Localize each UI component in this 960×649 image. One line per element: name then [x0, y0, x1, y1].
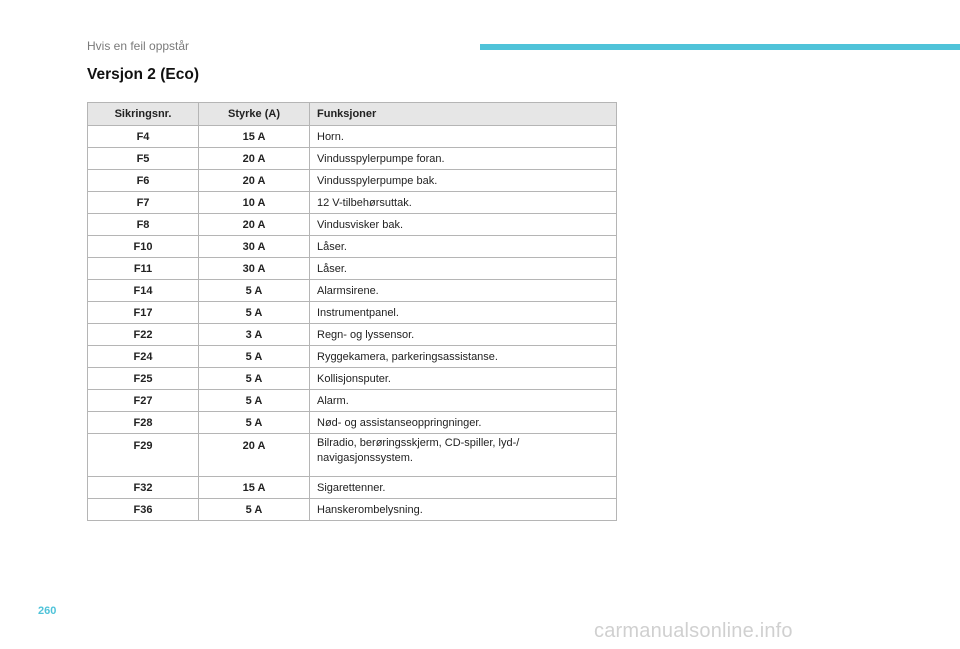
- fuse-function: Vindusvisker bak.: [310, 214, 617, 236]
- fuse-rating: 15 A: [199, 477, 310, 499]
- table-row: [88, 477, 617, 499]
- fuse-function: Hanskerombelysning.: [310, 499, 617, 521]
- fuse-rating: 5 A: [199, 368, 310, 390]
- fuse-number: F7: [88, 192, 199, 214]
- fuse-rating: 20 A: [199, 170, 310, 192]
- fuse-function: Vindusspylerpumpe foran.: [310, 148, 617, 170]
- fuse-function: Ryggekamera, parkeringsassistanse.: [310, 346, 617, 368]
- fuse-rating: 10 A: [199, 192, 310, 214]
- fuse-rating: 20 A: [199, 434, 310, 477]
- fuse-function: Vindusspylerpumpe bak.: [310, 170, 617, 192]
- fuse-number: F22: [88, 324, 199, 346]
- table-row: [88, 412, 617, 434]
- table-row: [88, 236, 617, 258]
- fuse-rating: 5 A: [199, 302, 310, 324]
- fuse-rating: 5 A: [199, 346, 310, 368]
- fuse-rating: 5 A: [199, 412, 310, 434]
- fuse-number: F24: [88, 346, 199, 368]
- fuse-function: Låser.: [310, 258, 617, 280]
- table-row: [88, 368, 617, 390]
- fuse-number: F27: [88, 390, 199, 412]
- table-row: [88, 214, 617, 236]
- watermark: carmanualsonline.info: [594, 620, 793, 642]
- fuse-rating: 15 A: [199, 126, 310, 148]
- fuse-number: F28: [88, 412, 199, 434]
- page-heading: Versjon 2 (Eco): [87, 66, 199, 83]
- table-row: [88, 192, 617, 214]
- fuse-function: [310, 434, 617, 477]
- fuse-rating: 30 A: [199, 236, 310, 258]
- fuse-number: F29: [88, 434, 199, 477]
- fuse-number: F17: [88, 302, 199, 324]
- table-row: [88, 324, 617, 346]
- fuse-function: Horn.: [310, 126, 617, 148]
- page-number: 260: [38, 605, 57, 617]
- fuse-function: Alarm.: [310, 390, 617, 412]
- fuse-function: 12 V-tilbehørsuttak.: [310, 192, 617, 214]
- table-row: [88, 258, 617, 280]
- fuse-function-line-1: Bilradio, berøringsskjerm, CD-spiller, lyd-/: [317, 437, 520, 449]
- column-header-functions: Funksjoner: [310, 103, 617, 126]
- fuse-number: F11: [88, 258, 199, 280]
- fuse-rating: 5 A: [199, 390, 310, 412]
- fuse-rating: 5 A: [199, 280, 310, 302]
- fuse-rating: 5 A: [199, 499, 310, 521]
- fuse-rating: 30 A: [199, 258, 310, 280]
- section-title: Hvis en feil oppstår: [87, 39, 190, 53]
- fuse-number: F8: [88, 214, 199, 236]
- fuse-function: Nød- og assistanseoppringninger.: [310, 412, 617, 434]
- table-row: [88, 170, 617, 192]
- fuse-rating: 20 A: [199, 148, 310, 170]
- fuse-number: F4: [88, 126, 199, 148]
- column-header-rating: Styrke (A): [199, 103, 310, 126]
- fuse-rating: 20 A: [199, 214, 310, 236]
- table-header-row: [88, 103, 617, 126]
- fuse-function: Låser.: [310, 236, 617, 258]
- table-row: [88, 280, 617, 302]
- fuse-rating: 3 A: [199, 324, 310, 346]
- fuse-number: F5: [88, 148, 199, 170]
- table-row: [88, 434, 617, 477]
- table-row: [88, 390, 617, 412]
- fuse-function: Instrumentpanel.: [310, 302, 617, 324]
- fuse-function: Regn- og lyssensor.: [310, 324, 617, 346]
- fuse-table: [87, 102, 617, 521]
- column-header-fuse: Sikringsnr.: [88, 103, 199, 126]
- table-row: [88, 346, 617, 368]
- table-row: [88, 126, 617, 148]
- fuse-number: F14: [88, 280, 199, 302]
- fuse-number: F32: [88, 477, 199, 499]
- fuse-function: Sigarettenner.: [310, 477, 617, 499]
- table-row: [88, 499, 617, 521]
- fuse-function: Alarmsirene.: [310, 280, 617, 302]
- table-row: [88, 148, 617, 170]
- fuse-number: F6: [88, 170, 199, 192]
- fuse-function-line-2: navigasjonssystem.: [317, 452, 413, 464]
- fuse-number: F10: [88, 236, 199, 258]
- fuse-function: Kollisjonsputer.: [310, 368, 617, 390]
- fuse-number: F25: [88, 368, 199, 390]
- table-row: [88, 302, 617, 324]
- header-accent-bar: [480, 44, 960, 50]
- fuse-number: F36: [88, 499, 199, 521]
